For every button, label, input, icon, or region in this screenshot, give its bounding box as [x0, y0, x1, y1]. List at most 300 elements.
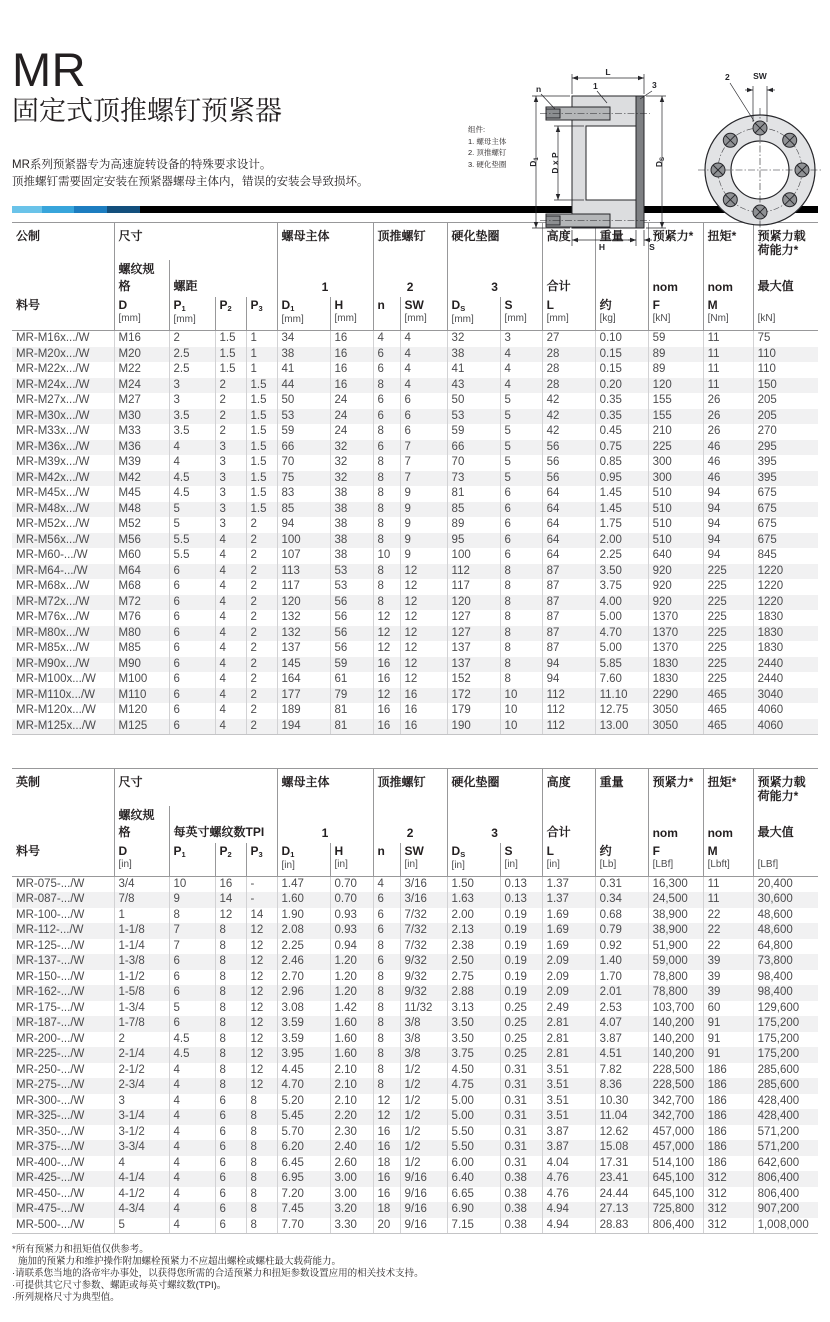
- col-Ds: 2.50: [447, 954, 500, 970]
- col-max: 3040: [753, 688, 818, 704]
- col-P3: 1.5: [246, 393, 277, 409]
- col-P2: 3: [215, 440, 246, 456]
- col-SW: 1/2: [400, 1125, 447, 1141]
- table-row: [12, 440, 818, 456]
- subgroup-header: nom: [648, 260, 703, 297]
- col-SW: 7/32: [400, 939, 447, 955]
- col-max: 30,600: [753, 892, 818, 908]
- col-H: 32: [330, 440, 373, 456]
- col-n: 16: [373, 672, 400, 688]
- col-D1: 1.90: [277, 908, 330, 924]
- col-part: MR-075-.../W: [16, 877, 85, 890]
- table-row: [12, 1156, 818, 1172]
- footnote-line: *所有预紧力和扭矩值仅供参考。: [12, 1244, 149, 1256]
- col-D1: 2.46: [277, 954, 330, 970]
- col-M: 186: [703, 1156, 753, 1172]
- col-P1: 4: [169, 1125, 215, 1141]
- col-P2: 4: [215, 564, 246, 580]
- col-SW: 12: [400, 564, 447, 580]
- col-P2: 1.5: [215, 331, 246, 347]
- table-row: [12, 657, 818, 673]
- col-P2: 8: [215, 985, 246, 1001]
- col-n: 8: [373, 533, 400, 549]
- col-P2: 14: [215, 892, 246, 908]
- col-L: 1.37: [542, 892, 595, 908]
- col-wt: 8.36: [595, 1078, 648, 1094]
- table-row: [12, 409, 818, 425]
- col-D: 3-1/4: [114, 1109, 169, 1125]
- table-row: [12, 985, 818, 1001]
- col-S: 5: [500, 455, 542, 471]
- col-D: M20: [114, 347, 169, 363]
- legend-title: 组件:: [468, 125, 486, 134]
- col-S: 0.38: [500, 1187, 542, 1203]
- col-max: 571,200: [753, 1140, 818, 1156]
- col-L: 4.76: [542, 1187, 595, 1203]
- table-row: [12, 502, 818, 518]
- col-D: M22: [114, 362, 169, 378]
- col-part: MR-M72x.../W: [16, 595, 90, 608]
- col-P1: 4: [169, 1063, 215, 1079]
- col-P1: 4: [169, 1171, 215, 1187]
- col-SW: 9: [400, 486, 447, 502]
- col-D1: 7.70: [277, 1218, 330, 1234]
- col-n: 8: [373, 1016, 400, 1032]
- table-row: [12, 424, 818, 440]
- col-H: 1.20: [330, 954, 373, 970]
- col-L: 56: [542, 440, 595, 456]
- col-P2: 8: [215, 1047, 246, 1063]
- col-F: 510: [648, 533, 703, 549]
- col-n: 8: [373, 1063, 400, 1079]
- col-M: 225: [703, 672, 753, 688]
- col-part: MR-275-.../W: [16, 1079, 85, 1092]
- table-row: [12, 486, 818, 502]
- col-wt: 24.44: [595, 1187, 648, 1203]
- table-row: [12, 331, 818, 347]
- col-wt: 27.13: [595, 1202, 648, 1218]
- col-wt: 0.20: [595, 378, 648, 394]
- column-header: D [in]: [114, 843, 169, 877]
- col-n: 8: [373, 579, 400, 595]
- col-D1: 41: [277, 362, 330, 378]
- col-S: 10: [500, 703, 542, 719]
- col-Ds: 120: [447, 595, 500, 611]
- col-P3: 1.5: [246, 440, 277, 456]
- col-M: 22: [703, 939, 753, 955]
- col-P3: 12: [246, 1078, 277, 1094]
- col-L: 87: [542, 626, 595, 642]
- col-max: 98,400: [753, 970, 818, 986]
- col-F: 89: [648, 362, 703, 378]
- col-max: 64,800: [753, 939, 818, 955]
- col-P1: 3: [169, 393, 215, 409]
- col-D: M36: [114, 440, 169, 456]
- col-wt: 3.87: [595, 1032, 648, 1048]
- col-F: 38,900: [648, 923, 703, 939]
- col-P3: 12: [246, 923, 277, 939]
- col-wt: 0.35: [595, 409, 648, 425]
- col-part: MR-M16x.../W: [16, 332, 90, 345]
- col-P1: 4: [169, 455, 215, 471]
- col-P1: 3.5: [169, 424, 215, 440]
- col-Ds: 117: [447, 579, 500, 595]
- col-n: 12: [373, 688, 400, 704]
- dim-label-DxP: D x P: [550, 152, 560, 174]
- col-L: 2.49: [542, 1001, 595, 1017]
- col-D: 2-1/2: [114, 1063, 169, 1079]
- col-P1: 5: [169, 502, 215, 518]
- col-Ds: 53: [447, 409, 500, 425]
- col-M: 186: [703, 1109, 753, 1125]
- col-P3: 8: [246, 1125, 277, 1141]
- col-Ds: 2.75: [447, 970, 500, 986]
- table-row: [12, 908, 818, 924]
- col-part: MR-M76x.../W: [16, 611, 90, 624]
- col-D1: 83: [277, 486, 330, 502]
- col-part: MR-137-.../W: [16, 955, 85, 968]
- col-F: 806,400: [648, 1218, 703, 1234]
- table-row: [12, 1140, 818, 1156]
- table-row: [12, 471, 818, 487]
- col-Ds: 7.15: [447, 1218, 500, 1234]
- col-part: MR-400-.../W: [16, 1156, 85, 1169]
- col-part: MR-150-.../W: [16, 970, 85, 983]
- col-S: 10: [500, 688, 542, 704]
- col-n: 12: [373, 610, 400, 626]
- col-L: 112: [542, 688, 595, 704]
- col-F: 510: [648, 517, 703, 533]
- column-header: L [mm]: [542, 297, 595, 331]
- col-M: 94: [703, 517, 753, 533]
- col-n: 6: [373, 362, 400, 378]
- col-P2: 8: [215, 939, 246, 955]
- col-P1: 6: [169, 672, 215, 688]
- group-header: 硬化垫圈: [447, 223, 542, 260]
- col-D1: 5.45: [277, 1109, 330, 1125]
- col-wt: 4.07: [595, 1016, 648, 1032]
- col-S: 0.31: [500, 1078, 542, 1094]
- col-wt: 1.45: [595, 486, 648, 502]
- col-P3: 2: [246, 533, 277, 549]
- col-Ds: 4.50: [447, 1063, 500, 1079]
- col-max: 75: [753, 331, 818, 347]
- col-P3: 12: [246, 1047, 277, 1063]
- col-L: 42: [542, 393, 595, 409]
- col-max: 675: [753, 517, 818, 533]
- col-P3: 2: [246, 579, 277, 595]
- col-P1: 4: [169, 1218, 215, 1234]
- col-max: 175,200: [753, 1016, 818, 1032]
- col-F: 1370: [648, 641, 703, 657]
- col-wt: 0.85: [595, 455, 648, 471]
- col-L: 28: [542, 347, 595, 363]
- col-wt: 0.95: [595, 471, 648, 487]
- col-max: 907,200: [753, 1202, 818, 1218]
- col-D: M60: [114, 548, 169, 564]
- table-row: [12, 1016, 818, 1032]
- col-F: 78,800: [648, 985, 703, 1001]
- col-L: 3.87: [542, 1140, 595, 1156]
- col-max: 806,400: [753, 1187, 818, 1203]
- col-P1: 4: [169, 1187, 215, 1203]
- col-wt: 4.00: [595, 595, 648, 611]
- col-part: MR-M27x.../W: [16, 394, 90, 407]
- col-n: 8: [373, 471, 400, 487]
- col-F: 59,000: [648, 954, 703, 970]
- subgroup-header: nom: [703, 806, 753, 843]
- col-F: 1370: [648, 626, 703, 642]
- col-P2: 1.5: [215, 362, 246, 378]
- col-part: MR-M33x.../W: [16, 425, 90, 438]
- col-F: 1370: [648, 610, 703, 626]
- col-H: 3.00: [330, 1187, 373, 1203]
- col-P3: 1.5: [246, 424, 277, 440]
- group-header: 螺母主体: [277, 769, 373, 806]
- col-L: 1.37: [542, 876, 595, 892]
- group-header: 尺寸: [114, 769, 277, 806]
- table-row: [12, 923, 818, 939]
- col-D: M76: [114, 610, 169, 626]
- column-header: S [in]: [500, 843, 542, 877]
- table-row: [12, 579, 818, 595]
- col-wt: 11.04: [595, 1109, 648, 1125]
- col-P3: 1: [246, 331, 277, 347]
- table-row: [12, 595, 818, 611]
- col-M: 465: [703, 688, 753, 704]
- table-row: [12, 610, 818, 626]
- subgroup-header: 合计: [542, 806, 595, 843]
- legend-item: 1. 螺母主体: [468, 136, 507, 146]
- col-H: 0.93: [330, 908, 373, 924]
- col-SW: 16: [400, 703, 447, 719]
- col-F: 1830: [648, 657, 703, 673]
- col-F: 1830: [648, 672, 703, 688]
- col-D1: 177: [277, 688, 330, 704]
- col-P1: 6: [169, 579, 215, 595]
- col-max: 1830: [753, 641, 818, 657]
- col-F: 342,700: [648, 1094, 703, 1110]
- col-Ds: 152: [447, 672, 500, 688]
- col-M: 225: [703, 595, 753, 611]
- col-SW: 12: [400, 626, 447, 642]
- col-n: 8: [373, 486, 400, 502]
- legend-item: 3. 硬化垫圈: [468, 159, 507, 169]
- imperial-table-section: [12, 768, 818, 1234]
- table-row: [12, 1109, 818, 1125]
- col-F: 16,300: [648, 876, 703, 892]
- col-part: MR-125-.../W: [16, 939, 85, 952]
- col-P1: 5.5: [169, 548, 215, 564]
- col-S: 6: [500, 502, 542, 518]
- col-wt: 0.31: [595, 876, 648, 892]
- col-M: 11: [703, 892, 753, 908]
- column-header: F [kN]: [648, 297, 703, 331]
- col-D1: 3.95: [277, 1047, 330, 1063]
- col-Ds: 190: [447, 719, 500, 735]
- col-S: 4: [500, 378, 542, 394]
- col-Ds: 4.75: [447, 1078, 500, 1094]
- col-P2: 8: [215, 1016, 246, 1032]
- col-P1: 6: [169, 719, 215, 735]
- col-M: 312: [703, 1202, 753, 1218]
- col-n: 6: [373, 908, 400, 924]
- col-F: 24,500: [648, 892, 703, 908]
- col-M: 91: [703, 1016, 753, 1032]
- col-SW: 7/32: [400, 923, 447, 939]
- col-P3: 12: [246, 985, 277, 1001]
- col-S: 8: [500, 641, 542, 657]
- col-max: 270: [753, 424, 818, 440]
- col-P2: 4: [215, 703, 246, 719]
- col-Ds: 70: [447, 455, 500, 471]
- col-wt: 10.30: [595, 1094, 648, 1110]
- col-P1: 3: [169, 378, 215, 394]
- col-P2: 2: [215, 378, 246, 394]
- col-F: 120: [648, 378, 703, 394]
- column-header: L [in]: [542, 843, 595, 877]
- table-row: [12, 719, 818, 735]
- col-SW: 7: [400, 455, 447, 471]
- col-D1: 34: [277, 331, 330, 347]
- col-P3: 2: [246, 626, 277, 642]
- col-S: 8: [500, 672, 542, 688]
- col-M: 26: [703, 424, 753, 440]
- col-F: 38,900: [648, 908, 703, 924]
- col-D1: 66: [277, 440, 330, 456]
- col-n: 16: [373, 1171, 400, 1187]
- subgroup-header: [595, 260, 648, 297]
- col-S: 0.31: [500, 1140, 542, 1156]
- col-D: M110: [114, 688, 169, 704]
- col-H: 1.60: [330, 1032, 373, 1048]
- col-Ds: 59: [447, 424, 500, 440]
- col-part: MR-175-.../W: [16, 1001, 85, 1014]
- col-part: MR-M80x.../W: [16, 626, 90, 639]
- col-part: MR-M22x.../W: [16, 363, 90, 376]
- datasheet-page: [0, 43, 830, 1322]
- table-row: [12, 688, 818, 704]
- col-SW: 9/32: [400, 985, 447, 1001]
- col-H: 38: [330, 533, 373, 549]
- col-M: 94: [703, 502, 753, 518]
- col-wt: 0.75: [595, 440, 648, 456]
- col-S: 0.31: [500, 1063, 542, 1079]
- col-max: 1220: [753, 579, 818, 595]
- col-D1: 3.59: [277, 1032, 330, 1048]
- col-L: 2.81: [542, 1016, 595, 1032]
- col-P2: 3: [215, 502, 246, 518]
- col-n: 12: [373, 1109, 400, 1125]
- col-SW: 1/2: [400, 1156, 447, 1172]
- col-P1: 4: [169, 1202, 215, 1218]
- col-P3: 8: [246, 1156, 277, 1172]
- col-P3: 8: [246, 1202, 277, 1218]
- col-Ds: 3.50: [447, 1032, 500, 1048]
- col-P3: 1.5: [246, 471, 277, 487]
- col-Ds: 1.63: [447, 892, 500, 908]
- col-F: 510: [648, 502, 703, 518]
- group-header: 尺寸: [114, 223, 277, 260]
- col-S: 0.38: [500, 1202, 542, 1218]
- col-SW: 9/32: [400, 970, 447, 986]
- col-P2: 12: [215, 908, 246, 924]
- column-header: $P_2$: [215, 843, 246, 877]
- col-P3: 8: [246, 1187, 277, 1203]
- table-row: [12, 641, 818, 657]
- col-SW: 9: [400, 502, 447, 518]
- col-L: 94: [542, 672, 595, 688]
- col-max: 1,008,000: [753, 1218, 818, 1234]
- col-L: 27: [542, 331, 595, 347]
- col-H: 3.30: [330, 1218, 373, 1234]
- table-row: [12, 393, 818, 409]
- col-F: 3050: [648, 719, 703, 735]
- col-L: 2.81: [542, 1032, 595, 1048]
- col-n: 6: [373, 409, 400, 425]
- table-row: [12, 1094, 818, 1110]
- col-P3: 12: [246, 1001, 277, 1017]
- col-wt: 3.50: [595, 564, 648, 580]
- col-part: MR-M110x.../W: [16, 688, 96, 701]
- col-P2: 6: [215, 1171, 246, 1187]
- col-part: MR-350-.../W: [16, 1125, 85, 1138]
- col-P1: 6: [169, 595, 215, 611]
- column-header: $P_1$ [mm]: [169, 297, 215, 331]
- col-max: 175,200: [753, 1047, 818, 1063]
- col-P1: 2: [169, 331, 215, 347]
- col-n: 8: [373, 1047, 400, 1063]
- col-S: 6: [500, 486, 542, 502]
- table-row: [12, 954, 818, 970]
- col-D: M80: [114, 626, 169, 642]
- col-n: 8: [373, 939, 400, 955]
- col-P2: 4: [215, 548, 246, 564]
- col-SW: 6: [400, 424, 447, 440]
- col-H: 59: [330, 657, 373, 673]
- col-F: 920: [648, 564, 703, 580]
- col-max: 395: [753, 471, 818, 487]
- col-part: MR-M20x.../W: [16, 347, 90, 360]
- col-P3: -: [246, 876, 277, 892]
- col-part: MR-M52x.../W: [16, 518, 90, 531]
- col-M: 11: [703, 362, 753, 378]
- col-wt: 2.01: [595, 985, 648, 1001]
- column-header: F [LBf]: [648, 843, 703, 877]
- subgroup-header: 螺纹规格: [114, 806, 169, 843]
- col-F: 342,700: [648, 1109, 703, 1125]
- col-P1: 2.5: [169, 347, 215, 363]
- table-row: [12, 892, 818, 908]
- col-P2: 6: [215, 1187, 246, 1203]
- table-row: [12, 455, 818, 471]
- col-H: 32: [330, 471, 373, 487]
- subgroup-header: [595, 806, 648, 843]
- col-SW: 3/8: [400, 1032, 447, 1048]
- subgroup-header: 3: [447, 806, 542, 843]
- col-H: 0.93: [330, 923, 373, 939]
- col-n: 4: [373, 876, 400, 892]
- col-F: 140,200: [648, 1047, 703, 1063]
- col-P2: 8: [215, 954, 246, 970]
- col-H: 56: [330, 626, 373, 642]
- col-F: 2290: [648, 688, 703, 704]
- col-wt: 0.15: [595, 362, 648, 378]
- col-SW: 3/8: [400, 1047, 447, 1063]
- col-n: 8: [373, 1032, 400, 1048]
- col-Ds: 172: [447, 688, 500, 704]
- col-P1: 4.5: [169, 486, 215, 502]
